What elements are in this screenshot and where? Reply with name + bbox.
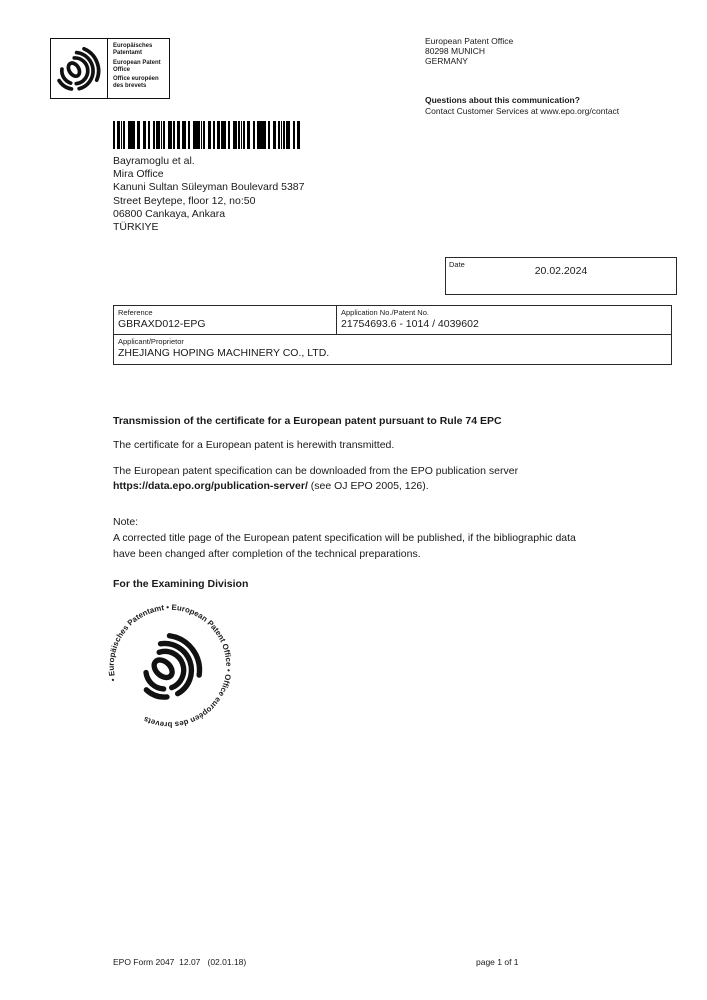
- info-table-row: [114, 306, 671, 335]
- logo-name-fr: Office européen des brevets: [113, 76, 159, 90]
- logo-name-de: Europäisches Patentamt: [113, 43, 153, 57]
- footer-form-id: EPO Form 2047 12.07 (02.01.18): [113, 957, 247, 967]
- recipient-line: 06800 Cankaya, Ankara: [113, 207, 226, 220]
- applicant-value: ZHEJIANG HOPING MACHINERY CO., LTD.: [118, 347, 330, 359]
- date-value: 20.02.2024: [534, 265, 588, 277]
- epo-logo-box: [50, 38, 170, 99]
- subject-line: Transmission of the certificate for a European patent pursuant to Rule 74 EPC: [113, 415, 502, 427]
- recipient-line: Bayramoglu et al.: [113, 155, 195, 167]
- barcode: [113, 121, 300, 149]
- date-label: Date: [449, 259, 465, 269]
- questions-block: [425, 95, 619, 116]
- office-address-line: European Patent Office: [425, 36, 514, 46]
- signoff-line: For the Examining Division: [113, 578, 249, 590]
- body-paragraph-1: The certificate for a European patent is herewith transmitted.: [113, 439, 395, 451]
- questions-heading: Questions about this communication?: [425, 95, 580, 105]
- office-address-line: GERMANY: [425, 56, 468, 66]
- applicant-cell: [114, 335, 671, 364]
- office-address-line: 80298 MUNICH: [425, 46, 485, 56]
- application-value: 21754693.6 - 1014 / 4039602: [341, 318, 479, 330]
- publication-server-link[interactable]: https://data.epo.org/publication-server/: [113, 480, 308, 492]
- office-address: [425, 36, 513, 66]
- logo-name-en: European Patent Office: [113, 59, 161, 73]
- note-label: Note:: [113, 516, 139, 528]
- reference-label: Reference: [118, 307, 153, 317]
- publication-server-suffix: (see OJ EPO 2005, 126).: [307, 480, 429, 492]
- applicant-label: Applicant/Proprietor: [118, 336, 184, 346]
- examining-division-seal-icon: [101, 597, 239, 735]
- note-block: [113, 514, 576, 562]
- reference-value: GBRAXD012-EPG: [118, 318, 206, 330]
- date-box: [445, 257, 677, 295]
- info-table: [113, 305, 672, 365]
- body-paragraph-2-line2: [113, 479, 518, 494]
- seal-ring-text: • Europäisches Patentamt • European Patent Office • Office européen des brevets: [106, 602, 234, 730]
- footer-page-number: page 1 of 1: [476, 957, 519, 967]
- note-line-2: have been changed after completion of the technical preparations.: [113, 548, 421, 560]
- application-label: Application No./Patent No.: [341, 307, 429, 317]
- body-paragraph-2: [113, 464, 518, 494]
- questions-contact: Contact Customer Services at www.epo.org/contact: [425, 105, 620, 116]
- recipient-line: Kanuni Sultan Süleyman Boulevard 5387: [113, 181, 305, 194]
- epo-logo-icon: [51, 39, 108, 98]
- recipient-line: TÜRKIYE: [113, 221, 159, 234]
- recipient-address: [113, 155, 304, 234]
- body-paragraph-2-line1: The European patent specification can be downloaded from the EPO publication server: [113, 465, 519, 477]
- recipient-line: Mira Office: [113, 168, 164, 181]
- recipient-line: Street Beytepe, floor 12, no:50: [113, 194, 256, 207]
- reference-cell: [114, 306, 337, 334]
- application-cell: [337, 306, 671, 334]
- note-line-1: A corrected title page of the European patent specification will be published, if the bibliographic data: [113, 532, 576, 544]
